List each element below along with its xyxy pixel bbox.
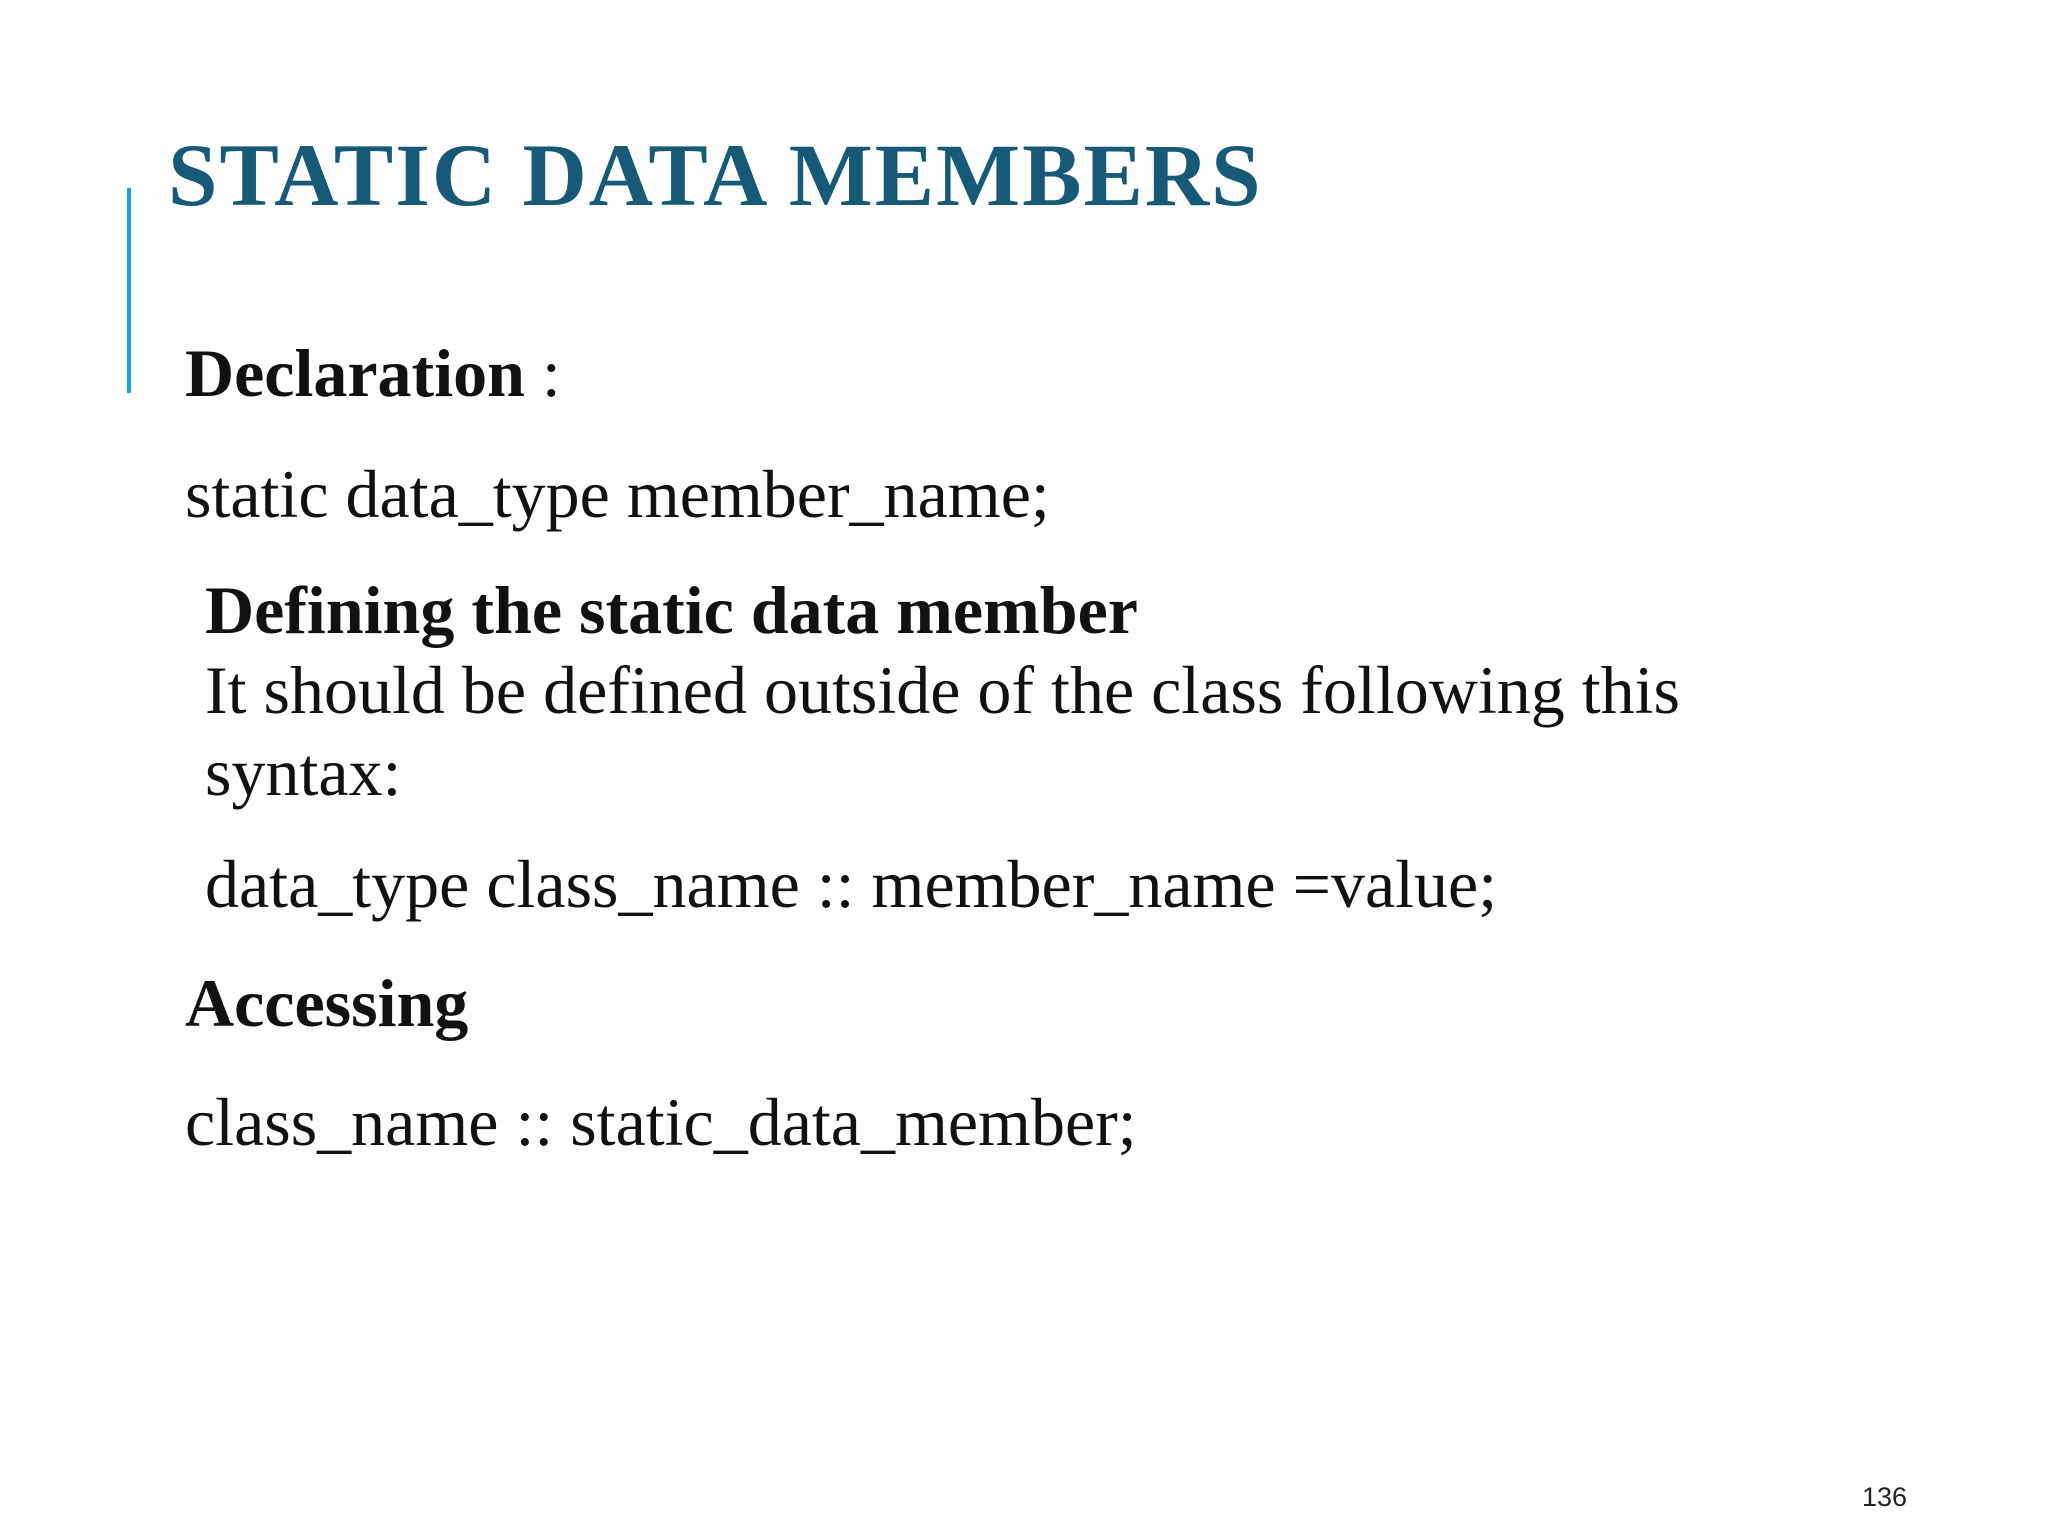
accessing-syntax: class_name :: static_data_member;	[185, 1084, 1137, 1160]
page-number: 136	[1862, 1482, 1908, 1512]
defining-syntax: data_type class_name :: member_name =value;	[205, 846, 1498, 922]
accent-bar	[127, 188, 131, 393]
defining-heading: Defining the static data member	[205, 572, 1138, 648]
declaration-heading-line	[185, 334, 561, 412]
declaration-heading: Declaration	[185, 335, 525, 411]
defining-description: It should be defined outside of the class following this syntax:	[205, 652, 1680, 810]
slide-title: STATIC DATA MEMBERS	[168, 127, 1263, 225]
accessing-heading: Accessing	[185, 965, 469, 1041]
declaration-colon: :	[524, 335, 561, 411]
declaration-syntax: static data_type member_name;	[185, 456, 1050, 532]
